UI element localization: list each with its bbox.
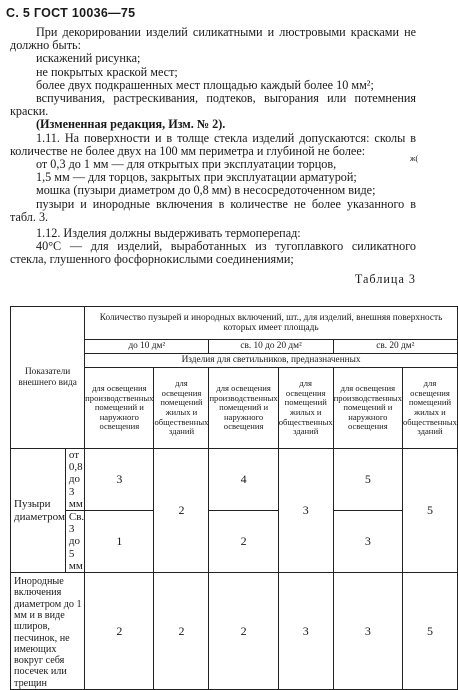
- paragraph: от 0,3 до 1 мм — для открытых при эксплуатации торцов,: [36, 157, 337, 172]
- products-header: Изделия для светильников, предназначенных: [85, 354, 458, 368]
- paragraph: искажений рисунка;: [36, 51, 141, 66]
- table-cell: 5: [402, 449, 457, 573]
- paragraph-1-11: 1.11. На поверхности и в толще стекла изделий допускаются: сколы в количестве не более двух на 100 мм периметра и глубиной не более:: [10, 130, 416, 158]
- table-cell: 3: [278, 573, 333, 690]
- size-range: от 0,8 до 3 мм: [65, 449, 84, 511]
- table-cell: 3: [333, 573, 402, 690]
- table-cell: 2: [154, 573, 209, 690]
- area-group: св. 20 дм²: [333, 340, 457, 354]
- quantity-header: Количество пузырей и инородных включений, шт., для изделий, внешняя поверхность которых имеет площадь: [85, 307, 458, 340]
- paragraph: пузыри и инородные включения в количестве не более указанного в табл. 3.: [10, 196, 416, 224]
- bubbles-label: Пузыри диаметром: [11, 449, 66, 573]
- table-caption: Таблица 3: [354, 271, 416, 286]
- paragraph: вспучивания, растрескивания, подтеков, выгорания или потемнения краски.: [10, 91, 416, 119]
- table-cell: 5: [402, 573, 457, 690]
- paragraph: мошка (пузыри диаметром до 0,8 мм) в несосредоточенном виде;: [36, 183, 376, 198]
- column-header: для освещения помещений жилых и общественных зданий: [402, 368, 457, 449]
- paragraph: более двух подкрашенных мест площадью каждый более 10 мм²;: [36, 77, 374, 92]
- table-cell: 1: [85, 511, 154, 573]
- table-3: [10, 306, 458, 690]
- paragraph: не покрытых краской мест;: [36, 64, 178, 79]
- table-cell: 2: [209, 573, 278, 690]
- table-cell: 2: [209, 511, 278, 573]
- indicator-header: Показатели внешнего вида: [11, 307, 85, 449]
- paragraph-1-12: 1.12. Изделия должны выдерживать термоперепад:: [36, 226, 301, 241]
- area-group: до 10 дм²: [85, 340, 209, 354]
- margin-mark: ж(: [410, 154, 419, 163]
- table-cell: 4: [209, 449, 278, 511]
- table-cell: 3: [85, 449, 154, 511]
- column-header: для освещения производственных помещений и наружного освещения: [333, 368, 402, 449]
- column-header: для освещения производственных помещений и наружного освещения: [85, 368, 154, 449]
- column-header: для освещения помещений жилых и общественных зданий: [278, 368, 333, 449]
- paragraph: При декорировании изделий силикатными и люстровыми красками не должно быть:: [10, 25, 416, 53]
- table-cell: 2: [154, 449, 209, 573]
- size-range: Св. 3 до 5 мм: [65, 511, 84, 573]
- column-header: для освещения помещений жилых и общественных зданий: [154, 368, 209, 449]
- paragraph: 40°С — для изделий, выработанных из тугоплавкого силикатного стекла, глушенного фосфорнокислыми соединениями;: [10, 239, 416, 267]
- paragraph: 1,5 мм — для торцов, закрытых при эксплуатации арматурой;: [36, 170, 357, 185]
- area-group: св. 10 до 20 дм²: [209, 340, 333, 354]
- document-body: [10, 25, 419, 292]
- table-cell: 5: [333, 449, 402, 511]
- table-cell: 3: [333, 511, 402, 573]
- inclusions-label: Инородные включения диаметром до 1 мм и в виде шлиров, песчинок, не имеющих вокруг себя посечек или трещин: [11, 573, 85, 690]
- column-header: для освещения производственных помещений и наружного освещения: [209, 368, 278, 449]
- table-cell: 2: [85, 573, 154, 690]
- amendment-note: (Измененная редакция, Изм. № 2).: [36, 117, 226, 132]
- page-header: С. 5 ГОСТ 10036—75: [6, 6, 136, 20]
- table-cell: 3: [278, 449, 333, 573]
